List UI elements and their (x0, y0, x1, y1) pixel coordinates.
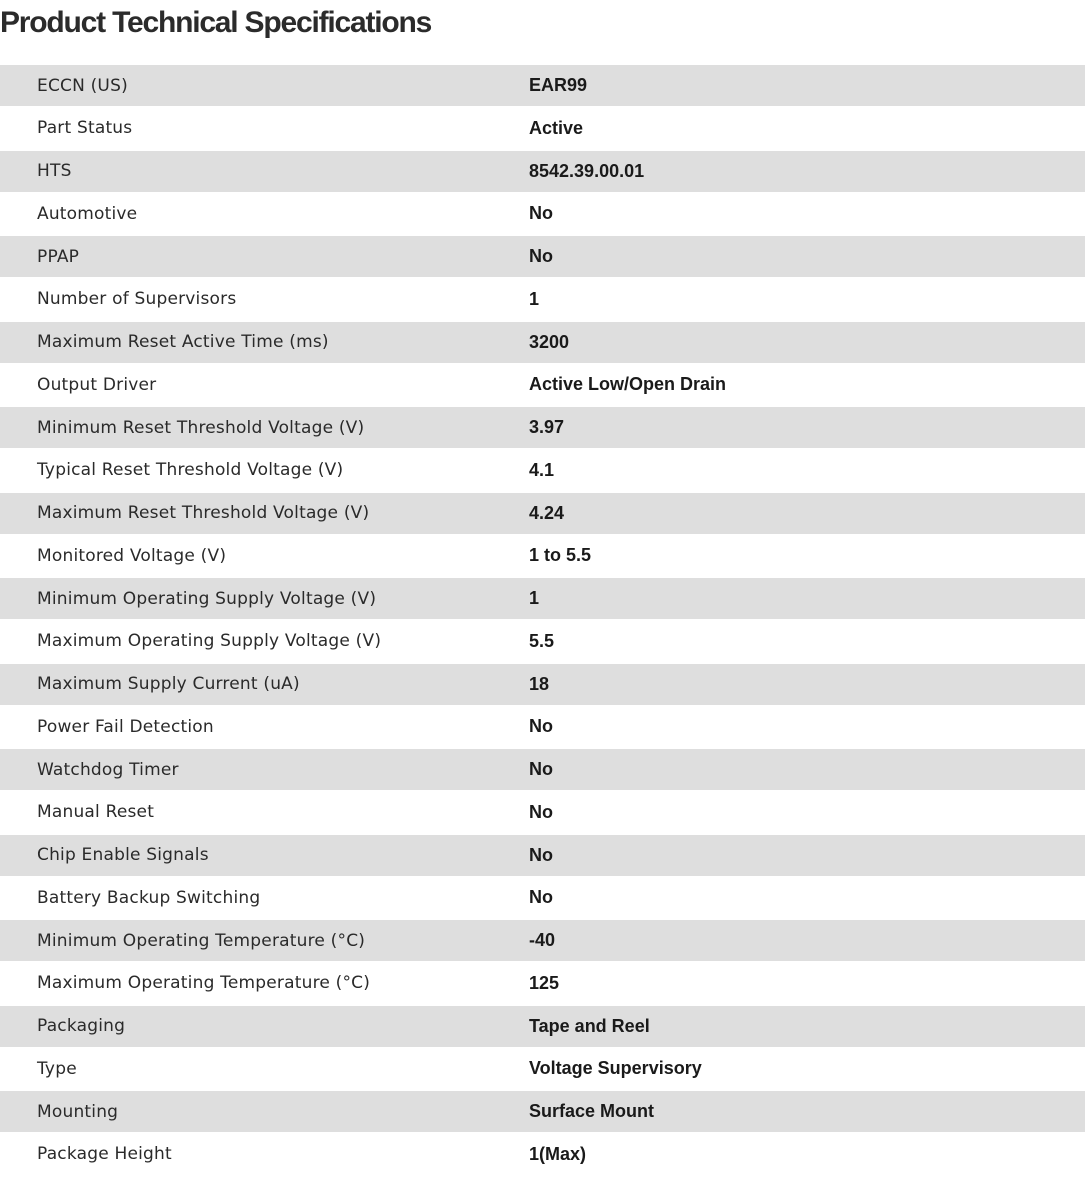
spec-label: Monitored Voltage (V) (37, 545, 227, 566)
spec-row-output-driver (0, 363, 1085, 408)
spec-label: Maximum Operating Temperature (°C) (37, 973, 371, 994)
spec-row-mounting (0, 1091, 1085, 1132)
spec-row-min-supply-voltage (0, 578, 1085, 619)
spec-label: PPAP (37, 246, 80, 267)
spec-value: 1 (529, 288, 540, 309)
spec-label: Mounting (37, 1101, 119, 1122)
spec-value: 4.24 (529, 502, 565, 523)
spec-value: No (529, 246, 553, 266)
spec-label: Package Height (37, 1144, 172, 1165)
spec-label: Battery Backup Switching (37, 887, 261, 908)
spec-label: Output Driver (37, 374, 157, 395)
spec-table (0, 65, 1085, 1177)
spec-row-type (0, 1047, 1085, 1092)
spec-value: 1 to 5.5 (529, 545, 592, 566)
spec-label: Typical Reset Threshold Voltage (V) (37, 460, 344, 481)
spec-label: Minimum Operating Supply Voltage (V) (37, 588, 377, 609)
spec-value: -40 (529, 930, 556, 950)
spec-row-number-of-supervisors (0, 277, 1085, 322)
spec-row-part-status (0, 106, 1085, 151)
spec-value: No (529, 801, 553, 822)
spec-value: 3.97 (529, 417, 565, 437)
spec-value: 8542.39.00.01 (529, 160, 645, 181)
spec-row-automotive (0, 192, 1085, 237)
spec-value: 125 (529, 972, 560, 993)
spec-row-chip-enable-signals (0, 835, 1085, 876)
spec-row-watchdog-timer (0, 749, 1085, 790)
spec-row-min-operating-temp (0, 920, 1085, 961)
spec-label: Type (37, 1058, 77, 1079)
spec-value: 18 (529, 673, 550, 694)
spec-row-max-reset-active-time (0, 322, 1085, 363)
spec-value: EAR99 (529, 75, 588, 95)
spec-label: ECCN (US) (37, 75, 128, 96)
spec-value: No (529, 887, 553, 908)
spec-value: No (529, 844, 553, 865)
spec-label: Maximum Reset Threshold Voltage (V) (37, 503, 370, 523)
page-title: Product Technical Specifications (0, 6, 432, 39)
spec-row-eccn (0, 65, 1085, 106)
spec-row-max-supply-voltage (0, 619, 1085, 664)
spec-label: Power Fail Detection (37, 716, 214, 737)
spec-label: Minimum Reset Threshold Voltage (V) (37, 417, 365, 438)
spec-row-max-supply-current (0, 664, 1085, 705)
spec-row-max-reset-threshold (0, 493, 1085, 534)
spec-row-manual-reset (0, 790, 1085, 835)
spec-value: 3200 (529, 331, 570, 352)
spec-row-typ-reset-threshold (0, 448, 1085, 493)
spec-value: Active (529, 117, 584, 138)
spec-row-package-height (0, 1132, 1085, 1177)
spec-value: 4.1 (529, 459, 555, 480)
spec-row-hts (0, 151, 1085, 192)
spec-label: Manual Reset (37, 802, 155, 823)
spec-row-max-operating-temp (0, 961, 1085, 1006)
spec-row-ppap (0, 236, 1085, 277)
spec-value: No (529, 759, 553, 779)
spec-value: Surface Mount (529, 1101, 655, 1121)
spec-value: Tape and Reel (529, 1015, 650, 1036)
spec-value: No (529, 203, 553, 224)
spec-label: Packaging (37, 1016, 126, 1036)
spec-value: No (529, 716, 553, 737)
spec-label: Chip Enable Signals (37, 845, 209, 865)
spec-value: Voltage Supervisory (529, 1058, 702, 1079)
spec-label: Maximum Operating Supply Voltage (V) (37, 631, 382, 652)
spec-label: Minimum Operating Temperature (°C) (37, 930, 366, 951)
spec-label: Part Status (37, 118, 133, 139)
spec-label: Automotive (37, 203, 138, 224)
spec-row-battery-backup-switching (0, 876, 1085, 921)
spec-row-monitored-voltage (0, 534, 1085, 579)
spec-row-packaging (0, 1006, 1085, 1047)
spec-label: HTS (37, 161, 72, 181)
spec-label: Maximum Supply Current (uA) (37, 674, 300, 694)
spec-value: 1(Max) (529, 1143, 587, 1164)
spec-row-power-fail-detection (0, 705, 1085, 750)
spec-value: 5.5 (529, 630, 555, 651)
spec-label: Maximum Reset Active Time (ms) (37, 332, 329, 352)
spec-label: Watchdog Timer (37, 759, 179, 780)
spec-row-min-reset-threshold (0, 407, 1085, 448)
spec-value: Active Low/Open Drain (529, 374, 727, 395)
spec-label: Number of Supervisors (37, 289, 237, 310)
spec-value: 1 (529, 588, 540, 608)
